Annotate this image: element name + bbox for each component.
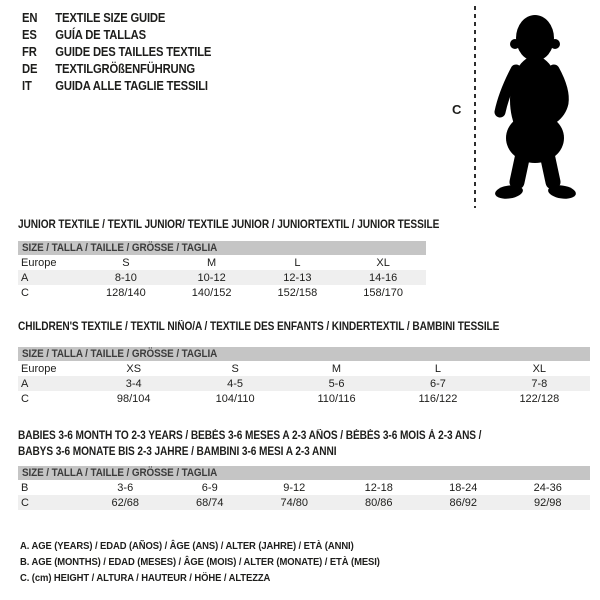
table-header-label: SIZE / TALLA / TAILLE / GRÖSSE / TAGLIA: [22, 467, 218, 479]
language-code: FR: [22, 44, 37, 59]
language-code: ES: [22, 27, 37, 42]
table-title-line: BABIES 3-6 MONTH TO 2-3 YEARS / BEBÉS 3-6 MESES A 2-3 AÑOS / BÉBÉS 3-6 MOIS À 2-3 ANS /: [18, 430, 482, 442]
language-title-list: [22, 9, 211, 94]
table-cell: 74/80: [280, 496, 309, 509]
language-code: DE: [22, 61, 38, 76]
table-cell: 5-6: [328, 377, 345, 390]
table-header-label: SIZE / TALLA / TAILLE / GRÖSSE / TAGLIA: [22, 348, 218, 360]
language-row-de: [22, 60, 211, 77]
table-row-a: [18, 270, 426, 285]
table-cell: 68/74: [195, 496, 224, 509]
row-label: A: [21, 377, 29, 390]
table-cell: XS: [126, 362, 142, 375]
table-cell: S: [122, 256, 130, 269]
height-measure-label: C: [452, 102, 462, 117]
table-title-line: JUNIOR TEXTILE / TEXTIL JUNIOR/ TEXTILE JUNIOR / JUNIORTEXTIL / JUNIOR TESSILE: [18, 219, 440, 231]
table-title: [18, 428, 521, 460]
table-cell: 10-12: [197, 271, 226, 284]
table-cell: 152/158: [277, 286, 318, 299]
table-row-c: [18, 495, 590, 510]
size-table-children: [18, 320, 590, 406]
row-label: Europe: [21, 256, 57, 269]
table-cell: 18-24: [449, 481, 478, 494]
language-guide-title: TEXTILE SIZE GUIDE: [55, 10, 166, 25]
language-row-es: [22, 26, 211, 43]
table-cell: 24-36: [533, 481, 562, 494]
language-row-it: [22, 77, 211, 94]
table-title: [18, 218, 440, 232]
language-code: IT: [22, 78, 32, 93]
toddler-silhouette-image: [485, 8, 585, 208]
table-cell: 6-9: [201, 481, 218, 494]
language-row-fr: [22, 43, 211, 60]
table-cell: 62/68: [111, 496, 140, 509]
table-cell: 80/86: [364, 496, 393, 509]
table-cell: 92/98: [533, 496, 562, 509]
table-cell: XL: [532, 362, 547, 375]
footnote-line: B. AGE (MONTHS) / EDAD (MESES) / ÂGE (MOIS) / ALTER (MONATE) / ETÀ (MESI): [20, 556, 380, 568]
footnote-line: A. AGE (YEARS) / EDAD (AÑOS) / ÂGE (ANS) / ALTER (JAHRE) / ETÀ (ANNI): [20, 540, 354, 552]
table-cell: 104/110: [215, 392, 255, 405]
language-code: EN: [22, 10, 38, 25]
table-row-a: [18, 376, 590, 391]
table-cell: 86/92: [449, 496, 478, 509]
table-cell: 12-18: [364, 481, 393, 494]
table-cell: 4-5: [227, 377, 244, 390]
height-measure-dashed-line: [474, 6, 476, 208]
size-table-babies: [18, 428, 590, 510]
footnote-line: C. (cm) HEIGHT / ALTURA / HAUTEUR / HÖHE / ALTEZZA: [20, 572, 271, 584]
footnotes: [20, 538, 420, 586]
table-cell: 110/116: [317, 392, 356, 405]
table-cell: 116/122: [418, 392, 458, 405]
table-header-bar: [18, 241, 426, 255]
table-header-bar: [18, 466, 590, 480]
table-cell: 98/104: [116, 392, 151, 405]
row-label: C: [21, 286, 29, 299]
table-cell: 7-8: [531, 377, 548, 390]
table-cell: 158/170: [363, 286, 403, 299]
table-cell: 8-10: [114, 271, 137, 284]
table-row-b: [18, 480, 590, 495]
row-label: C: [21, 392, 29, 405]
language-guide-title: TEXTILGRÖßENFÜHRUNG: [55, 61, 196, 76]
table-title-line: CHILDREN'S TEXTILE / TEXTIL NIÑO/A / TEXTILE DES ENFANTS / KINDERTEXTIL / BAMBINI TESSILE: [18, 321, 500, 333]
height-figure: [440, 4, 600, 212]
table-cell: 128/140: [105, 286, 146, 299]
table-cell: 6-7: [429, 377, 446, 390]
table-cell: 140/152: [191, 286, 232, 299]
language-guide-title: GUIDE DES TAILLES TEXTILE: [55, 44, 212, 59]
table-cell: 9-12: [283, 481, 306, 494]
table-cell: 14-16: [369, 271, 398, 284]
table-cell: 122/128: [519, 392, 560, 405]
table-cell: 3-4: [125, 377, 142, 390]
table-cell: 3-6: [117, 481, 134, 494]
language-guide-title: GUÍA DE TALLAS: [55, 27, 146, 42]
table-header-bar: [18, 347, 590, 361]
row-label: A: [21, 271, 29, 284]
table-row-c: [18, 391, 590, 406]
row-label: C: [21, 496, 29, 509]
table-cell: M: [331, 362, 342, 375]
row-label: Europe: [21, 362, 57, 375]
table-cell: 12-13: [283, 271, 312, 284]
table-row-europe: [18, 255, 426, 270]
table-cell: M: [207, 256, 217, 269]
table-cell: S: [231, 362, 239, 375]
table-title: [18, 320, 521, 334]
table-row-europe: [18, 361, 590, 376]
row-label: B: [21, 481, 29, 494]
table-header-label: SIZE / TALLA / TAILLE / GRÖSSE / TAGLIA: [22, 242, 218, 254]
table-cell: XL: [376, 256, 390, 269]
table-title-line: BABYS 3-6 MONATE BIS 2-3 JAHRE / BAMBINI 3-6 MESI A 2-3 ANNI: [18, 446, 337, 458]
language-guide-title: GUIDA ALLE TAGLIE TESSILI: [55, 78, 208, 93]
table-row-c: [18, 285, 426, 300]
table-cell: L: [294, 256, 301, 269]
size-table-junior: [18, 218, 440, 300]
language-row-en: [22, 9, 211, 26]
table-cell: L: [434, 362, 441, 375]
